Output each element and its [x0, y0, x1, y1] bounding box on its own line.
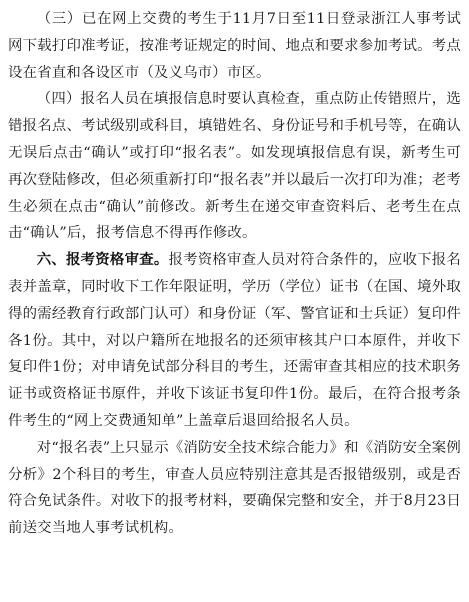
section-qualification-review	[8, 247, 461, 435]
paragraph-info-check: （四）报名人员在填报信息时要认真检查，重点防止传错照片，选错报名点、考试级别或科目，填错姓名、身份证号和手机号等，在确认无误后点击“确认”或打印“报名表”。如发现填报信息有误，新考生可再次登陆修改，但必须重新打印“报名表”并以最后一次打印为准；老考生必须在点击“确认”前修改。新考生在递交审查资料后、老考生在点击“确认”后，报考信息不得再作修改。	[8, 91, 461, 242]
paragraph-exam-ticket: （三）已在网上交费的考生于11月7日至11日登录浙江人事考试网下载打印准考证，按准考证规定的时间、地点和要求参加考试。考点设在省直和各设区市（及义乌市）市区。	[8, 11, 461, 81]
section-heading: 六、报考资格审查。	[36, 252, 169, 269]
paragraph-registration-form-note: 对“报名表”上只显示《消防安全技术综合能力》和《消防安全案例分析》2个科目的考生，审查人员应特别注意其是否报错级别，或是否符合免试条件。对收下的报考材料，要确保完整和安全，并于8月23日前送交当地人事考试机构。	[8, 439, 461, 537]
section-body: 报考资格审查人员对符合条件的，应收下报名表并盖章，同时收下工作年限证明，学历（学位）证书（在国、境外取得的需经教育行政部门认可）和身份证（军、警官证和士兵证）复印件各1份。其中，对以户籍所在地报名的还须审核其户口本原件，并收下复印件1份；对申请免试部分科目的考生，还需审查其相应的技术职务证书或资格证书原件，并收下该证书复印件1份。最后，在符合报考条件考生的“网上交费通知单”上盖章后退回给报名人员。	[8, 252, 461, 429]
